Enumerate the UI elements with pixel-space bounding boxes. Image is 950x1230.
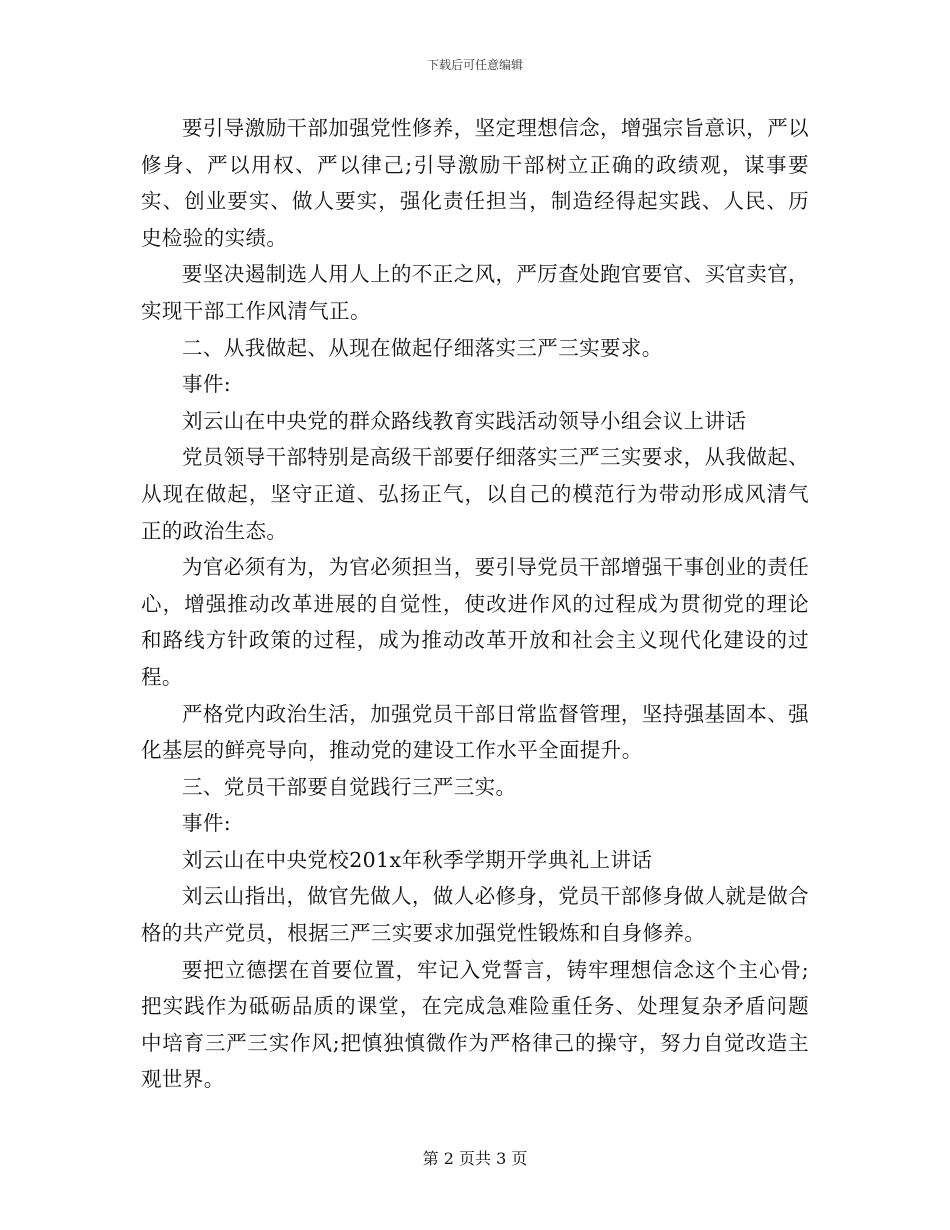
event-label-1: 事件:	[182, 372, 232, 397]
section-heading-2: 二、从我做起、从现在做起仔细落实三严三实要求。	[182, 335, 663, 360]
event-title-1: 刘云山在中央党的群众路线教育实践活动领导小组会议上讲话	[182, 408, 747, 433]
paragraph-6: 刘云山指出，做官先做人，做人必修身，党员干部修身做人就是做合格的共产党员，根据三严三实要求加强党性锻炼和自身修养。	[141, 884, 809, 946]
section-heading-3: 三、党员干部要自觉践行三严三实。	[182, 774, 517, 799]
paragraph-4: 为官必须有为，为官必须担当，要引导党员干部增强干事创业的责任心，增强推动改革进展的自觉性，使改进作风的过程成为贯彻党的理论和路线方针政策的过程，成为推动改革开放和社会主义现代化建设的过程。	[141, 555, 809, 689]
paragraph-1: 要引导激励干部加强党性修养，坚定理想信念，增强宗旨意识，严以修身、严以用权、严以律己;引导激励干部树立正确的政绩观，谋事要实、创业要实、做人要实，强化责任担当，制造经得起实践、人民、历史检验的实绩。	[141, 116, 809, 250]
paragraph-2: 要坚决遏制选人用人上的不正之风，严厉查处跑官要官、买官卖官，实现干部工作风清气正。	[141, 262, 809, 323]
event-title-2: 刘云山在中央党校201x年秋季学期开学典礼上讲话	[182, 847, 653, 872]
paragraph-3: 党员领导干部特别是高级干部要仔细落实三严三实要求，从我做起、从现在做起，坚守正道、弘扬正气，以自己的模范行为带动形成风清气正的政治生态。	[141, 445, 809, 543]
page-number: 第 2 页共 3 页	[422, 1149, 528, 1168]
page-header-note: 下载后可任意编辑	[426, 58, 523, 72]
paragraph-7: 要把立德摆在首要位置，牢记入党誓言，铸牢理想信念这个主心骨;把实践作为砥砺品质的课堂，在完成急难险重任务、处理复杂矛盾问题中培育三严三实作风;把慎独慎微作为严格律己的操守，努力自觉改造主观世界。	[141, 957, 809, 1092]
document-body	[141, 110, 809, 1098]
paragraph-5: 严格党内政治生活，加强党员干部日常监督管理，坚持强基固本、强化基层的鲜亮导向，推动党的建设工作水平全面提升。	[141, 701, 809, 763]
event-label-2: 事件:	[182, 811, 232, 836]
